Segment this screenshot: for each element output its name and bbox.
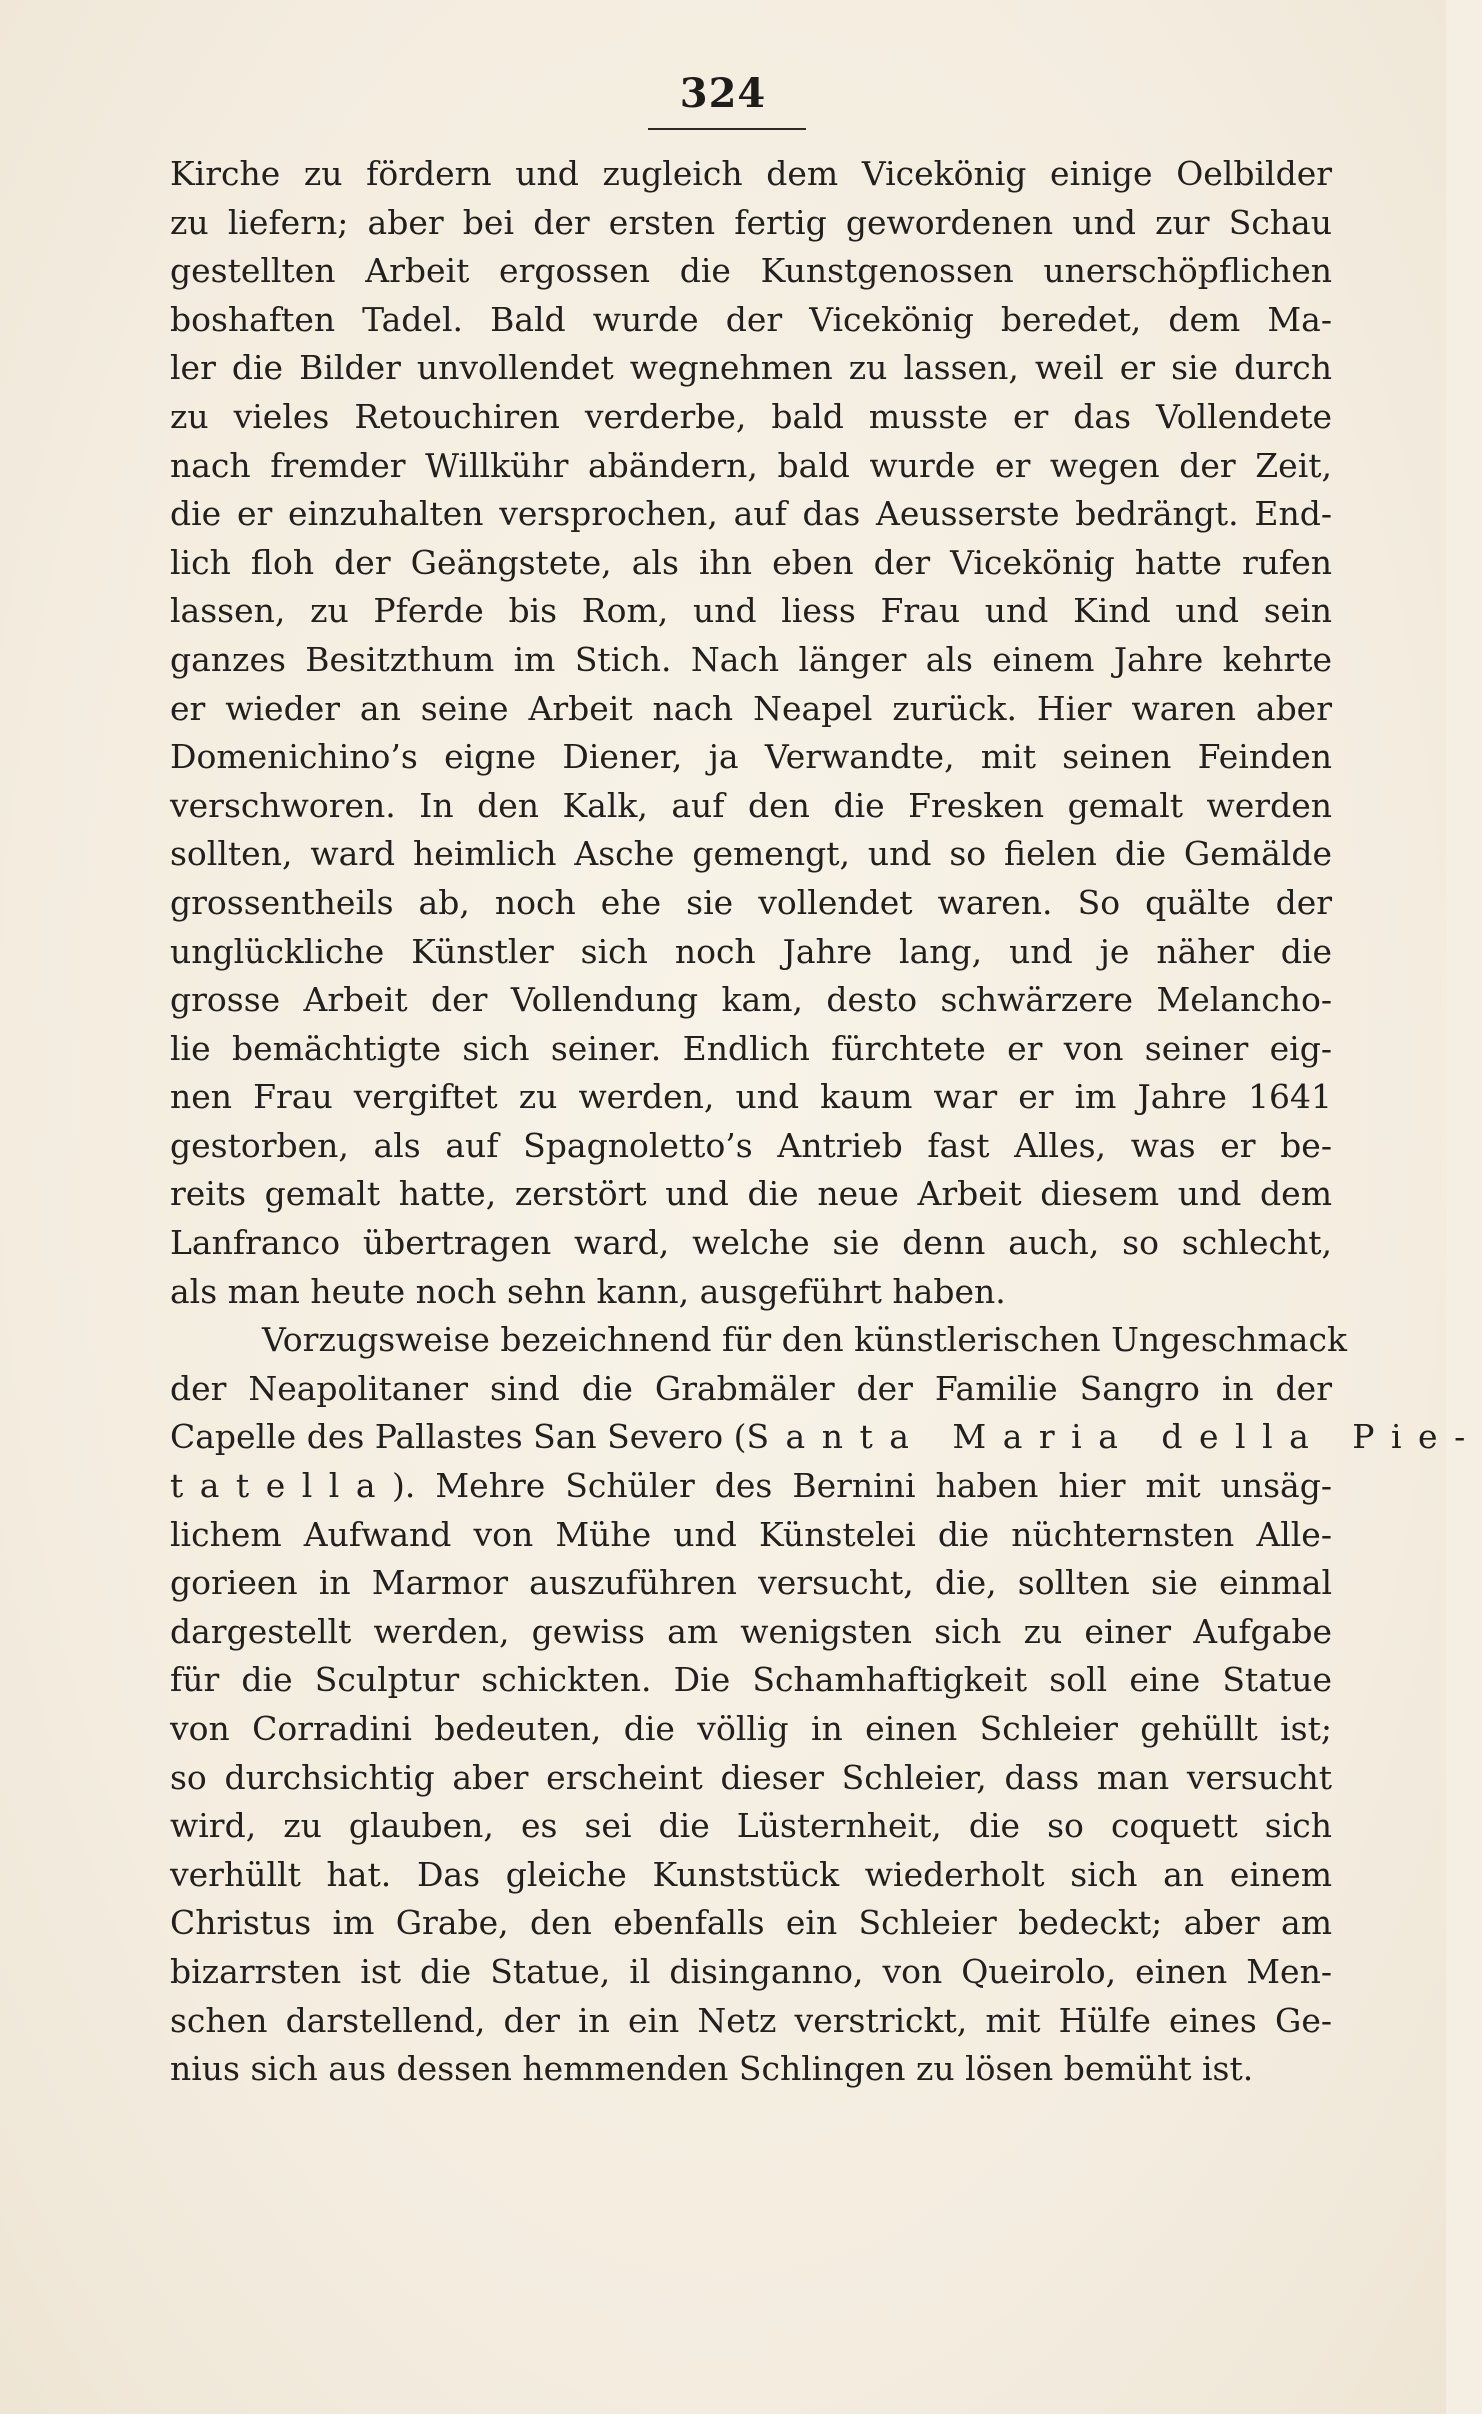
text-line: nen Frau vergiftet zu werden, und kaum war er im Jahre 1641 bbox=[170, 1077, 1332, 1117]
text-line: nius sich aus dessen hemmenden Schlingen zu lösen bemüht ist. bbox=[170, 2049, 1254, 2089]
text-run: ). Mehre Schüler des Bernini haben hier mit unsäg- bbox=[392, 1466, 1332, 1506]
text-line: dargestellt werden, gewiss am wenigsten sich zu einer Aufgabe bbox=[170, 1611, 1332, 1651]
text-line: nach fremder Willkühr abändern, bald wurde er wegen der Zeit, bbox=[170, 445, 1332, 485]
text-run: Capelle des Pallastes San Severo ( bbox=[170, 1417, 747, 1457]
text-line: Kirche zu fördern und zugleich dem Vicekönig einige Oelbilder bbox=[170, 154, 1332, 193]
text-line bbox=[170, 1462, 1332, 1511]
text-line: lichem Aufwand von Mühe und Künstelei die nüchternsten Alle- bbox=[170, 1514, 1332, 1554]
text-line bbox=[170, 1413, 1482, 1462]
text-line: die er einzuhalten versprochen, auf das Aeusserste bedrängt. End- bbox=[170, 494, 1332, 534]
text-line: zu vieles Retouchiren verderbe, bald musste er das Vollendete bbox=[170, 396, 1332, 436]
text-line: zu liefern; aber bei der ersten fertig gewordenen und zur Schau bbox=[170, 202, 1332, 242]
text-line: Christus im Grabe, den ebenfalls ein Schleier bedeckt; aber am bbox=[170, 1903, 1332, 1943]
text-line: Vorzugsweise bezeichnend für den künstlerischen Ungeschmack bbox=[262, 1320, 1347, 1360]
spaced-text-run: Santa Maria della Pie- bbox=[746, 1417, 1482, 1457]
text-line: wird, zu glauben, es sei die Lüsternheit, die so coquett sich bbox=[170, 1806, 1332, 1846]
text-line: lassen, zu Pferde bis Rom, und liess Frau und Kind und sein bbox=[170, 591, 1332, 631]
text-line: lich floh der Geängstete, als ihn eben der Vicekönig hatte rufen bbox=[170, 542, 1332, 582]
text-line: verhüllt hat. Das gleiche Kunststück wiederholt sich an einem bbox=[170, 1854, 1332, 1894]
text-line: ler die Bilder unvollendet wegnehmen zu lassen, weil er sie durch bbox=[170, 348, 1332, 388]
text-line: von Corradini bedeuten, die völlig in einen Schleier gehüllt ist; bbox=[170, 1709, 1332, 1748]
text-line: unglückliche Künstler sich noch Jahre lang, und je näher die bbox=[170, 931, 1332, 971]
text-line: ganzes Besitzthum im Stich. Nach länger als einem Jahre kehrte bbox=[170, 639, 1332, 679]
text-line: für die Sculptur schickten. Die Schamhaftigkeit soll eine Statue bbox=[170, 1660, 1332, 1700]
text-line: gestorben, als auf Spagnoletto’s Antrieb fast Alles, was er be- bbox=[170, 1125, 1332, 1165]
text-line: grosse Arbeit der Vollendung kam, desto schwärzere Melancho- bbox=[170, 980, 1332, 1020]
text-line: reits gemalt hatte, zerstört und die neue Arbeit diesem und dem bbox=[170, 1174, 1332, 1214]
text-line: er wieder an seine Arbeit nach Neapel zurück. Hier waren aber bbox=[170, 688, 1332, 728]
text-line: verschworen. In den Kalk, auf den die Fresken gemalt werden bbox=[170, 785, 1332, 825]
text-line: grossentheils ab, noch ehe sie vollendet waren. So quälte der bbox=[170, 882, 1332, 922]
text-line: so durchsichtig aber erscheint dieser Schleier, dass man versucht bbox=[170, 1757, 1332, 1797]
spaced-text-run: tatella bbox=[170, 1466, 393, 1506]
page-number-rule bbox=[648, 128, 806, 130]
text-line: bizarrsten ist die Statue, il disinganno, von Queirolo, einen Men- bbox=[170, 1951, 1332, 1991]
text-line: boshaften Tadel. Bald wurde der Vicekönig beredet, dem Ma- bbox=[170, 299, 1332, 339]
text-line: als man heute noch sehn kann, ausgeführt haben. bbox=[170, 1271, 1006, 1311]
text-line: schen darstellend, der in ein Netz verstrickt, mit Hülfe eines Ge- bbox=[170, 2000, 1332, 2040]
text-line: sollten, ward heimlich Asche gemengt, und so fielen die Gemälde bbox=[170, 834, 1332, 874]
text-line: der Neapolitaner sind die Grabmäler der Familie Sangro in der bbox=[170, 1368, 1332, 1408]
page-number: 324 bbox=[679, 70, 767, 117]
text-line: gestellten Arbeit ergossen die Kunstgenossen unerschöpflichen bbox=[170, 251, 1332, 291]
body-text bbox=[170, 150, 1482, 2094]
text-line: Domenichino’s eigne Diener, ja Verwandte, mit seinen Feinden bbox=[170, 737, 1332, 777]
text-line: Lanfranco übertragen ward, welche sie denn auch, so schlecht, bbox=[170, 1223, 1332, 1263]
text-line: lie bemächtigte sich seiner. Endlich fürchtete er von seiner eig- bbox=[170, 1028, 1332, 1068]
text-line: gorieen in Marmor auszuführen versucht, die, sollten sie einmal bbox=[170, 1563, 1332, 1603]
